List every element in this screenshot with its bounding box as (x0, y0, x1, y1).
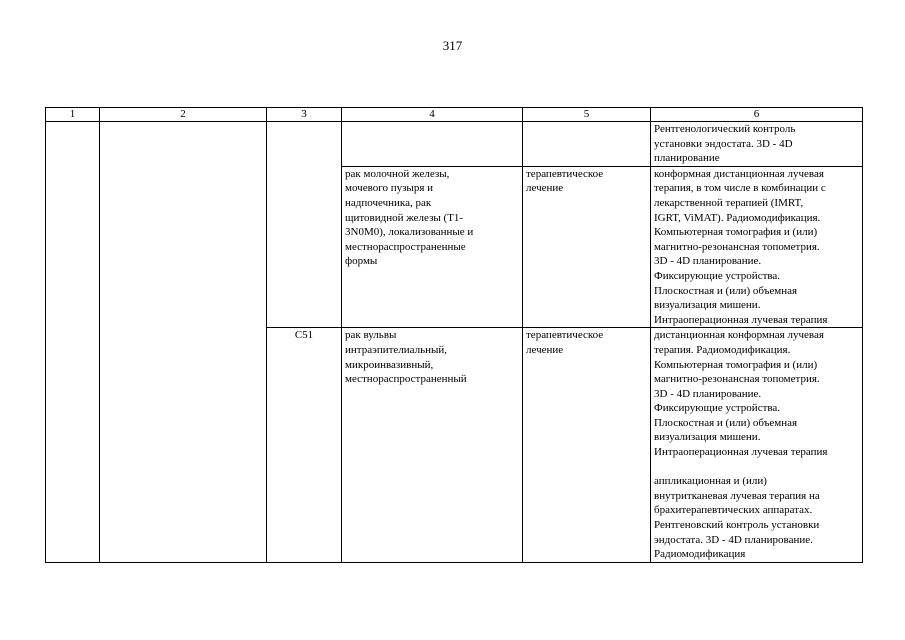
cell-text-line: Фиксирующие устройства. (654, 269, 781, 282)
cell-diagnosis (342, 166, 523, 328)
cell-text-line: терапевтическое (526, 329, 604, 342)
cell-text-line: Рентгеновский контроль установки (654, 519, 820, 532)
cell-col1 (46, 122, 100, 563)
cell-text-line: терапевтическое (526, 167, 604, 180)
cell-text-line: установки эндостата. 3D - 4D (654, 137, 793, 150)
column-header: 6 (651, 108, 863, 122)
cell-text-line: IGRT, ViMAT). Радиомодификация. (654, 211, 821, 224)
cell-text-line: планирование (654, 152, 720, 165)
cell-text-line: мочевого пузыря и (345, 182, 434, 195)
cell-text-line: Фиксирующие устройства. (654, 402, 781, 415)
cell-text-line: дистанционная конформная лучевая (654, 329, 824, 342)
cell-treatment-method (651, 122, 863, 167)
cell-text-line (654, 460, 859, 475)
cell-text-line: надпочечника, рак (345, 196, 432, 209)
cell-text-line: формы (345, 255, 378, 268)
cell-text-line: брахитерапевтических аппаратах. (654, 504, 813, 517)
cell-diagnosis (342, 122, 523, 167)
cell-col2 (100, 122, 267, 563)
cell-text-line: рак вульвы (345, 329, 397, 342)
cell-text-line: Интраоперационная лучевая терапия (654, 313, 828, 326)
table-row (46, 122, 863, 167)
cell-text-line: 3D - 4D планирование. (654, 387, 762, 400)
cell-treatment-type (523, 328, 651, 563)
cell-treatment-type (523, 166, 651, 328)
cell-text-line: Радиомодификация (654, 548, 746, 561)
cell-text-line: аппликационная и (или) (654, 475, 767, 488)
cell-text-line: терапия, в том числе в комбинации с (654, 182, 826, 195)
cell-text-line: лечение (526, 343, 564, 356)
cell-text-line: микроинвазивный, (345, 358, 434, 371)
cell-text-line: Плоскостная и (или) объемная (654, 284, 798, 297)
column-header: 4 (342, 108, 523, 122)
treatment-table (45, 107, 863, 563)
cell-treatment-method (651, 166, 863, 328)
cell-text-line: лекарственной терапией (IMRT, (654, 196, 804, 209)
cell-icd-code: C51 (267, 328, 342, 563)
cell-text-line: конформная дистанционная лучевая (654, 167, 824, 180)
column-header: 5 (523, 108, 651, 122)
cell-text-line: лечение (526, 182, 564, 195)
cell-text-line: местнораспространенный (345, 373, 467, 386)
cell-text-line: 3D - 4D планирование. (654, 255, 762, 268)
cell-text-line: магнитно-резонансная топометрия. (654, 373, 820, 386)
cell-text-line: рак молочной железы, (345, 167, 450, 180)
cell-text-line: Плоскостная и (или) объемная (654, 416, 798, 429)
cell-col3 (267, 122, 342, 328)
cell-text-line: эндостата. 3D - 4D планирование. (654, 533, 813, 546)
cell-text-line: Компьютерная томография и (или) (654, 226, 818, 239)
cell-text-line: щитовидной железы (T1- (345, 211, 464, 224)
cell-text-line: 3N0M0), локализованные и (345, 226, 474, 239)
cell-text-line: Компьютерная томография и (или) (654, 358, 818, 371)
cell-text-line: местнораспространенные (345, 240, 466, 253)
cell-text-line: магнитно-резонансная топометрия. (654, 240, 820, 253)
cell-text-line: внутритканевая лучевая терапия на (654, 489, 820, 502)
column-header: 2 (100, 108, 267, 122)
cell-diagnosis (342, 328, 523, 563)
cell-text-line: терапия. Радиомодификация. (654, 343, 791, 356)
cell-text-line: визуализация мишени. (654, 431, 761, 444)
page-number: 317 (442, 38, 463, 53)
cell-treatment-type (523, 122, 651, 167)
cell-text-line: Рентгенологический контроль (654, 123, 796, 135)
column-header: 3 (267, 108, 342, 122)
cell-text-line: интраэпителиальный, (345, 343, 448, 356)
cell-text-line: Интраоперационная лучевая терапия (654, 446, 828, 459)
column-header: 1 (46, 108, 100, 122)
cell-treatment-method (651, 328, 863, 563)
header-row (46, 108, 863, 122)
cell-text-line: визуализация мишени. (654, 299, 761, 312)
